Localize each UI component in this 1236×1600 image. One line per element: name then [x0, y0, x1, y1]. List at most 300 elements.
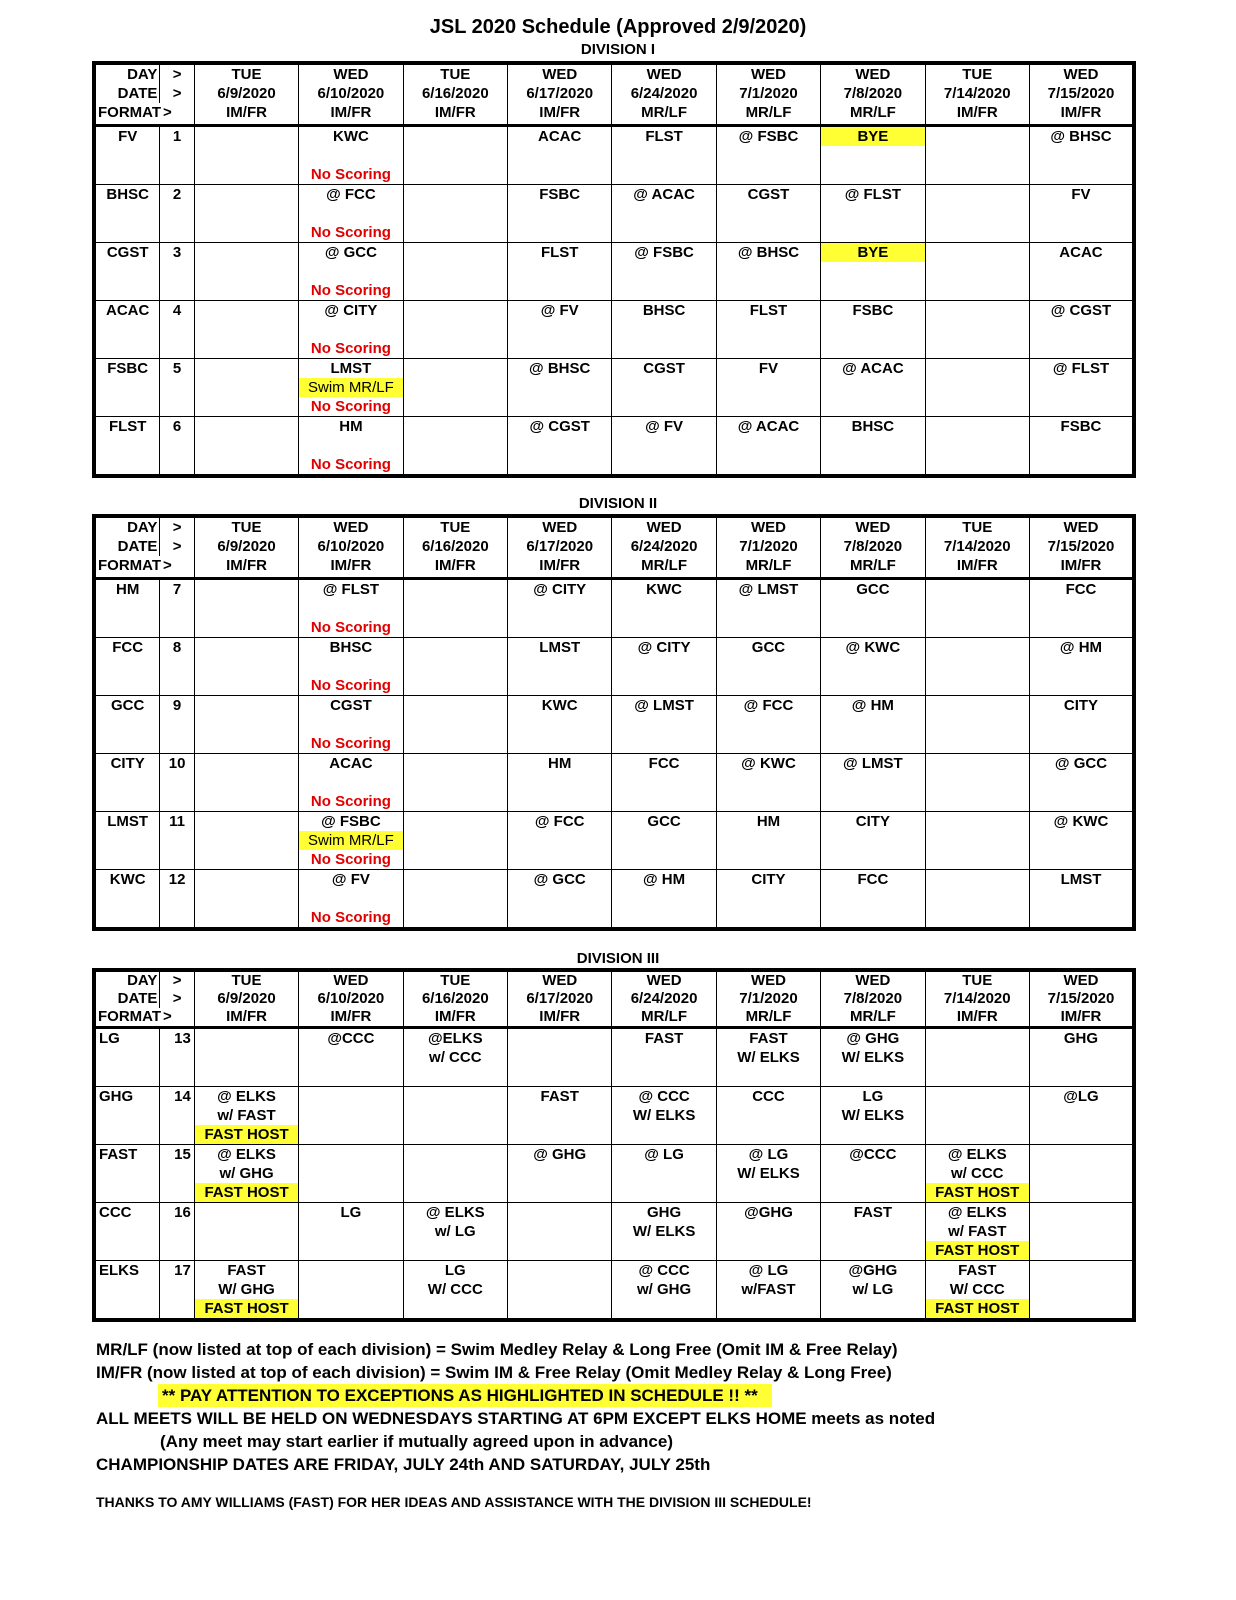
cell-content: [1030, 1261, 1132, 1318]
notes: [96, 1338, 935, 1476]
header-row-date: [94, 84, 1134, 103]
no-scoring-note: No Scoring: [310, 224, 391, 241]
schedule-cell: [403, 417, 507, 477]
team-row: [94, 126, 1134, 185]
cell-content: [195, 754, 298, 811]
co-team-note: W/ GHG: [218, 1281, 275, 1298]
opponent: @ CCC: [638, 1088, 690, 1105]
schedule-cell: [925, 1203, 1029, 1261]
header-day-cell: WED: [716, 63, 820, 84]
opponent: FSBC: [1060, 418, 1102, 435]
format-label-text: FORMAT: [98, 1008, 162, 1025]
co-team-note: W/ ELKS: [841, 1107, 905, 1124]
cell-content: [195, 301, 298, 358]
opponent: @ FCC: [743, 697, 794, 714]
opponent: FLST: [749, 302, 788, 319]
cell-content: [926, 185, 1029, 242]
opponent: @ LMST: [738, 581, 799, 598]
schedule-cell: [821, 1203, 925, 1261]
cell-content: [821, 696, 924, 753]
opponent: FCC: [857, 871, 889, 888]
team-row: [94, 359, 1134, 417]
cell-content: [717, 1145, 820, 1202]
schedule-cell: [403, 1145, 507, 1203]
schedule-cell: [508, 243, 612, 301]
header-day-cell: TUE: [403, 970, 507, 990]
cell-content: [195, 417, 298, 474]
schedule-cell: [508, 1261, 612, 1321]
division-3-table: [92, 968, 1136, 1322]
team-row: [94, 1028, 1134, 1087]
header-date-cell: 6/10/2020: [299, 537, 403, 556]
schedule-cell: [1029, 1087, 1134, 1145]
cell-content: [717, 1087, 820, 1144]
date-label: DATE: [94, 990, 160, 1008]
opponent: GCC: [856, 581, 890, 598]
arrow: >: [160, 970, 194, 990]
schedule-cell: [821, 185, 925, 243]
team-row: [94, 870, 1134, 930]
team-row: [94, 579, 1134, 638]
team-name: CCC: [94, 1203, 160, 1261]
schedule-cell: [508, 301, 612, 359]
schedule-cell: [1029, 185, 1134, 243]
cell-content: [508, 127, 611, 184]
schedule-cell: [821, 359, 925, 417]
header-day-cell: TUE: [194, 63, 298, 84]
header-day-cell: TUE: [925, 516, 1029, 537]
header-date-cell: 6/9/2020: [194, 537, 298, 556]
schedule-cell: [716, 417, 820, 477]
opponent: FV: [1071, 186, 1091, 203]
opponent: @ FCC: [534, 813, 585, 830]
opponent: @ LMST: [634, 697, 694, 714]
cell-content: [717, 243, 820, 300]
co-team-note: W/ ELKS: [737, 1165, 800, 1182]
arrow: >: [160, 63, 194, 84]
schedule-cell: [716, 301, 820, 359]
cell-content: [717, 696, 820, 753]
cell-content: [195, 870, 298, 927]
header-day-cell: WED: [508, 63, 612, 84]
cell-content: [299, 812, 402, 869]
thanks-note: THANKS TO AMY WILLIAMS (FAST) FOR HER IDEAS AND ASSISTANCE WITH THE DIVISION III SCHEDULE!: [96, 1494, 812, 1510]
schedule-cell: [403, 812, 507, 870]
no-scoring-note: No Scoring: [310, 166, 391, 183]
schedule-cell: [299, 301, 403, 359]
team-name: GHG: [94, 1087, 160, 1145]
schedule-cell: [821, 579, 925, 638]
header-day-cell: TUE: [403, 63, 507, 84]
opponent: @ CITY: [533, 581, 587, 598]
header-row-format: [94, 1008, 1134, 1028]
opponent: @ KWC: [741, 755, 796, 772]
host-note: FAST HOST: [926, 1183, 1029, 1202]
schedule-cell: [299, 359, 403, 417]
opponent: @ CITY: [324, 302, 378, 319]
schedule-cell: [925, 754, 1029, 812]
team-row: [94, 185, 1134, 243]
cell-content: [195, 127, 298, 184]
cell-content: [821, 1261, 924, 1318]
team-name: FSBC: [94, 359, 160, 417]
schedule-cell: [716, 754, 820, 812]
team-name: HM: [94, 579, 160, 638]
schedule-cell: [508, 696, 612, 754]
schedule-cell: [194, 185, 298, 243]
schedule-cell: [925, 1145, 1029, 1203]
cell-content: [299, 754, 402, 811]
cell-content: [1030, 696, 1132, 753]
cell-content: [195, 638, 298, 695]
header-format-cell: IM/FR: [403, 103, 507, 126]
format-label-text: FORMAT: [98, 557, 162, 574]
co-team-note: w/ LG: [852, 1281, 894, 1298]
header-date-cell: 7/15/2020: [1029, 537, 1134, 556]
header-day-cell: WED: [508, 516, 612, 537]
schedule-cell: [299, 1087, 403, 1145]
header-row-format: [94, 556, 1134, 579]
opponent: @ ELKS: [425, 1204, 485, 1221]
opponent: ACAC: [538, 128, 582, 145]
opponent: @ ELKS: [217, 1088, 276, 1105]
team-name: LMST: [94, 812, 160, 870]
cell-content: [717, 812, 820, 869]
cell-content: [404, 1029, 507, 1086]
team-number: 17: [160, 1261, 194, 1321]
schedule-cell: [925, 1261, 1029, 1321]
cell-content: [508, 812, 611, 869]
schedule-cell: [194, 126, 298, 185]
team-name: GCC: [94, 696, 160, 754]
opponent: @ ACAC: [737, 418, 800, 435]
opponent: @ GCC: [324, 244, 377, 261]
cell-content: [299, 185, 402, 242]
opponent: GCC: [647, 813, 681, 830]
header-date-cell: 7/15/2020: [1029, 990, 1134, 1008]
schedule-cell: [299, 1028, 403, 1087]
cell-content: [404, 1203, 507, 1260]
cell-content: [1030, 1145, 1132, 1202]
schedule-cell: [1029, 638, 1134, 696]
header-day-cell: WED: [1029, 63, 1134, 84]
cell-content: [195, 1203, 298, 1260]
cell-content: [508, 754, 611, 811]
cell-content: [1030, 127, 1132, 184]
header-date-cell: 6/24/2020: [612, 990, 716, 1008]
cell-content: [612, 1203, 715, 1260]
header-date-cell: 6/24/2020: [612, 537, 716, 556]
header-format-cell: MR/LF: [716, 556, 820, 579]
cell-content: [612, 417, 715, 474]
cell-content: [821, 127, 924, 184]
opponent: FSBC: [852, 302, 894, 319]
opponent: @ GCC: [533, 871, 586, 888]
cell-content: [404, 1261, 507, 1318]
opponent: @ CGST: [1050, 302, 1112, 319]
header-day-cell: WED: [821, 970, 925, 990]
schedule-cell: [612, 1203, 716, 1261]
cell-content: [717, 638, 820, 695]
team-number: 2: [160, 185, 194, 243]
schedule-cell: [194, 1028, 298, 1087]
schedule-cell: [194, 1087, 298, 1145]
schedule-cell: [299, 812, 403, 870]
header-day-cell: WED: [716, 970, 820, 990]
host-note: FAST HOST: [195, 1125, 298, 1144]
no-scoring-note: No Scoring: [310, 677, 391, 694]
team-number: 11: [160, 812, 194, 870]
cell-content: [299, 359, 402, 416]
schedule-cell: [716, 1087, 820, 1145]
header-format-cell: MR/LF: [612, 103, 716, 126]
co-team-note: W/ ELKS: [841, 1049, 905, 1066]
cell-content: [1030, 754, 1132, 811]
header-format-cell: IM/FR: [194, 1008, 298, 1028]
schedule-cell: [403, 696, 507, 754]
arrow: >: [160, 84, 194, 103]
schedule-cell: [299, 185, 403, 243]
division-1-label: DIVISION I: [580, 41, 656, 58]
cell-content: [1030, 1087, 1132, 1144]
opponent: @ ELKS: [947, 1146, 1007, 1163]
cell-content: [404, 301, 507, 358]
co-team-note: w/FAST: [741, 1281, 796, 1298]
opponent: @ FLST: [844, 186, 902, 203]
header-format-cell: MR/LF: [716, 103, 820, 126]
opponent: @ ACAC: [633, 186, 695, 203]
schedule-cell: [716, 696, 820, 754]
schedule-cell: [1029, 417, 1134, 477]
team-name: FV: [94, 126, 160, 185]
opponent: @ KWC: [845, 639, 901, 656]
header-date-cell: 6/16/2020: [403, 84, 507, 103]
cell-content: [821, 812, 924, 869]
header-format-cell: MR/LF: [612, 1008, 716, 1028]
schedule-cell: [299, 579, 403, 638]
schedule-cell: [612, 1261, 716, 1321]
cell-content: [717, 580, 820, 637]
schedule-cell: [508, 417, 612, 477]
schedule-cell: [612, 1087, 716, 1145]
cell-content: [926, 754, 1029, 811]
opponent: @ GHG: [846, 1030, 900, 1047]
cell-content: [1030, 359, 1132, 416]
cell-content: [612, 638, 715, 695]
team-number: 9: [160, 696, 194, 754]
schedule-cell: [508, 579, 612, 638]
note-meet-time: ALL MEETS WILL BE HELD ON WEDNESDAYS STARTING AT 6PM EXCEPT ELKS HOME meets as noted: [96, 1409, 936, 1428]
cell-content: [508, 301, 611, 358]
header-format-cell: IM/FR: [299, 1008, 403, 1028]
schedule-cell: [1029, 696, 1134, 754]
cell-content: [926, 1145, 1029, 1202]
schedule-cell: [612, 126, 716, 185]
cell-content: [717, 359, 820, 416]
schedule-cell: [194, 696, 298, 754]
cell-content: [195, 580, 298, 637]
cell-content: [926, 1203, 1029, 1260]
cell-content: [717, 185, 820, 242]
cell-content: [717, 1203, 820, 1260]
schedule-cell: [1029, 754, 1134, 812]
schedule-cell: [299, 1203, 403, 1261]
team-number: 7: [160, 579, 194, 638]
schedule-cell: [403, 359, 507, 417]
schedule-cell: [612, 754, 716, 812]
cell-content: [508, 638, 611, 695]
bye-badge: BYE: [821, 127, 924, 146]
opponent: LMST: [539, 639, 581, 656]
schedule-cell: [1029, 1145, 1134, 1203]
opponent: @ FSBC: [321, 813, 381, 830]
cell-content: [612, 812, 715, 869]
co-team-note: W/ ELKS: [632, 1223, 696, 1240]
opponent: FCC: [648, 755, 680, 772]
schedule-cell: [508, 870, 612, 930]
opponent: @ BHSC: [529, 360, 591, 377]
schedule-cell: [194, 417, 298, 477]
schedule-cell: [194, 638, 298, 696]
division-3-label: DIVISION III: [576, 950, 660, 967]
schedule-cell: [925, 696, 1029, 754]
header-format-cell: MR/LF: [821, 556, 925, 579]
header-date-cell: 7/1/2020: [716, 537, 820, 556]
schedule-cell: [299, 1261, 403, 1321]
team-number: 8: [160, 638, 194, 696]
header-date-cell: 6/16/2020: [403, 537, 507, 556]
cell-content: [404, 870, 507, 927]
opponent: @ FSBC: [634, 244, 694, 261]
team-name: CITY: [94, 754, 160, 812]
schedule-cell: [508, 1028, 612, 1087]
opponent: KWC: [333, 128, 369, 145]
schedule-cell: [403, 754, 507, 812]
schedule-cell: [612, 185, 716, 243]
cell-content: [926, 127, 1029, 184]
opponent: FAST: [958, 1262, 997, 1279]
opponent: @ FV: [645, 418, 684, 435]
day-label: DAY: [94, 970, 160, 990]
opponent: FSBC: [539, 186, 581, 203]
schedule-cell: [299, 696, 403, 754]
schedule-cell: [925, 579, 1029, 638]
cell-content: [612, 754, 715, 811]
schedule-cell: [925, 417, 1029, 477]
arrow: >: [160, 990, 194, 1008]
team-row: [94, 1203, 1134, 1261]
opponent: @ FSBC: [738, 128, 799, 145]
opponent: FAST: [749, 1030, 788, 1047]
note-earlier-start: (Any meet may start earlier if mutually agreed upon in advance): [160, 1432, 673, 1451]
header-day-cell: WED: [612, 516, 716, 537]
opponent: HM: [548, 755, 572, 772]
arrow: >: [163, 557, 172, 574]
no-scoring-note: No Scoring: [310, 398, 391, 415]
cell-content: [717, 127, 820, 184]
schedule-cell: [194, 754, 298, 812]
opponent: FCC: [1065, 581, 1097, 598]
arrow: >: [160, 537, 194, 556]
schedule-cell: [716, 870, 820, 930]
schedule-cell: [925, 359, 1029, 417]
schedule-cell: [403, 1261, 507, 1321]
cell-content: [612, 1261, 715, 1318]
schedule-cell: [508, 359, 612, 417]
cell-content: [508, 696, 611, 753]
opponent: HM: [339, 418, 363, 435]
day-label: DAY: [94, 63, 160, 84]
header-date-cell: 6/17/2020: [508, 990, 612, 1008]
opponent: @ KWC: [1053, 813, 1109, 830]
schedule-cell: [508, 1145, 612, 1203]
opponent: @ ELKS: [217, 1146, 276, 1163]
team-number: 15: [160, 1145, 194, 1203]
team-row: [94, 696, 1134, 754]
header-date-cell: 7/14/2020: [925, 990, 1029, 1008]
cell-content: [404, 754, 507, 811]
cell-content: [195, 1029, 298, 1086]
co-team-note: w/ FAST: [948, 1223, 1007, 1240]
cell-content: [612, 243, 715, 300]
header-format-cell: MR/LF: [612, 556, 716, 579]
team-number: 3: [160, 243, 194, 301]
no-scoring-note: No Scoring: [310, 735, 391, 752]
schedule-cell: [821, 301, 925, 359]
schedule-cell: [821, 417, 925, 477]
opponent: @CCC: [327, 1030, 375, 1047]
schedule-cell: [194, 1203, 298, 1261]
cell-content: [1030, 580, 1132, 637]
cell-content: [821, 638, 924, 695]
cell-content: [612, 185, 715, 242]
schedule-cell: [299, 243, 403, 301]
date-label: DATE: [94, 84, 160, 103]
co-team-note: w/ FAST: [217, 1107, 276, 1124]
header-day-cell: WED: [716, 516, 820, 537]
note-mrlf: MR/LF (now listed at top of each division) = Swim Medley Relay & Long Free (Omit IM & Free Relay): [96, 1340, 898, 1359]
cell-content: [404, 185, 507, 242]
header-format-cell: IM/FR: [508, 103, 612, 126]
header-format-cell: IM/FR: [403, 556, 507, 579]
cell-content: [299, 870, 402, 927]
opponent: CITY: [751, 871, 786, 888]
co-team-note: w/ CCC: [429, 1049, 482, 1066]
header-date-cell: 7/14/2020: [925, 537, 1029, 556]
cell-content: [1030, 417, 1132, 474]
opponent: @ FCC: [326, 186, 376, 203]
team-name: ELKS: [94, 1261, 160, 1321]
schedule-cell: [1029, 359, 1134, 417]
no-scoring-note: No Scoring: [310, 793, 391, 810]
team-name: FCC: [94, 638, 160, 696]
schedule-cell: [716, 126, 820, 185]
header-day-cell: WED: [1029, 516, 1134, 537]
bye-badge: BYE: [821, 243, 924, 262]
opponent: CGST: [330, 697, 372, 714]
cell-content: [1030, 243, 1132, 300]
no-scoring-note: No Scoring: [310, 619, 391, 636]
team-name: LG: [94, 1028, 160, 1087]
team-row: [94, 1087, 1134, 1145]
schedule-cell: [1029, 579, 1134, 638]
opponent: @ CGST: [529, 418, 590, 435]
cell-content: [195, 1261, 298, 1318]
cell-content: [717, 754, 820, 811]
cell-content: [612, 359, 715, 416]
cell-content: [299, 1261, 402, 1318]
opponent: CITY: [1063, 697, 1099, 714]
